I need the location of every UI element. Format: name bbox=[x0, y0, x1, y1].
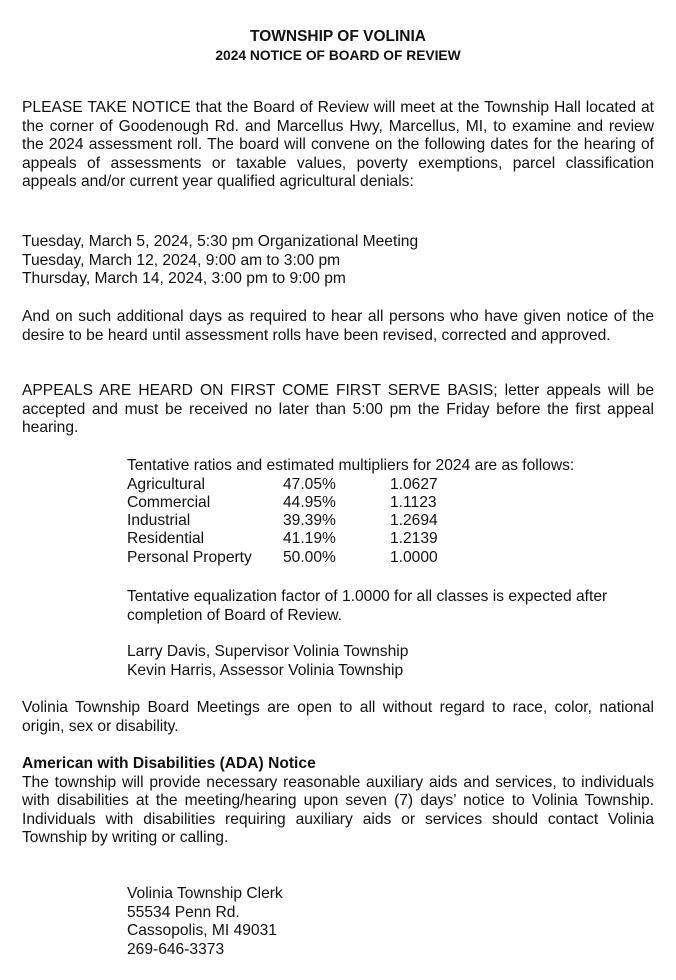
table-row bbox=[127, 530, 438, 548]
contact-phone: 269-646-3373 bbox=[127, 940, 225, 958]
contact-name: Volinia Township Clerk bbox=[127, 885, 283, 902]
contact-address bbox=[127, 885, 283, 959]
multiplier-cell: 1.0627 bbox=[390, 475, 438, 493]
ratios-section bbox=[127, 457, 574, 567]
document-title: TOWNSHIP OF VOLINIA bbox=[250, 28, 426, 45]
appeals-paragraph: APPEALS ARE HEARD ON FIRST COME FIRST SERVE BASIS; letter appeals will be accepted and must be received no later than 5:00 pm the Friday before the first appeal hearing. bbox=[22, 382, 654, 437]
hearing-date: Tuesday, March 5, 2024, 5:30 pm Organizational Meeting bbox=[22, 233, 419, 250]
ratios-table bbox=[127, 476, 438, 567]
ratio-cell: 50.00% bbox=[283, 548, 336, 566]
signature-supervisor: Larry Davis, Supervisor Volinia Township bbox=[127, 643, 409, 660]
table-row bbox=[127, 476, 438, 494]
equalization-paragraph: Tentative equalization factor of 1.0000 for all classes is expected after completion of Board of Review. bbox=[127, 588, 608, 624]
hearing-date: Tuesday, March 12, 2024, 9:00 am to 3:00 pm bbox=[22, 251, 341, 269]
document-subtitle: 2024 NOTICE OF BOARD OF REVIEW bbox=[215, 48, 461, 63]
ada-section bbox=[22, 755, 654, 848]
class-cell: Industrial bbox=[127, 512, 191, 530]
class-cell: Personal Property bbox=[127, 548, 252, 566]
ada-body: The township will provide necessary reasonable auxiliary aids and services, to individuals with disabilities at the meeting/hearing upon seven (7) days’ notice to Volinia Township. Individuals with disabilities requiring auxiliary aids or services should contact Volinia Township by writing or calling. bbox=[22, 773, 654, 847]
signature-assessor: Kevin Harris, Assessor Volinia Township bbox=[127, 661, 404, 679]
contact-street: 55534 Penn Rd. bbox=[127, 903, 240, 921]
ratio-cell: 47.05% bbox=[283, 475, 336, 493]
additional-days-paragraph: And on such additional days as required to hear all persons who have given notice of the desire to be heard until assessment rolls have been revised, corrected and approved. bbox=[22, 308, 654, 344]
open-meetings-paragraph: Volinia Township Board Meetings are open to all without regard to race, color, national origin, sex or disability. bbox=[22, 699, 654, 735]
signatures bbox=[127, 643, 408, 680]
table-row bbox=[127, 512, 438, 530]
hearing-date: Thursday, March 14, 2024, 3:00 pm to 9:00 pm bbox=[22, 270, 346, 288]
class-cell: Residential bbox=[127, 530, 205, 548]
notice-intro-paragraph: PLEASE TAKE NOTICE that the Board of Review will meet at the Township Hall located at the corner of Goodenough Rd. and Marcellus Hwy, Marcellus, MI, to examine and review the 2024 assessment roll. The board will convene on the following dates for the hearing of appeals of assessments or taxable values, poverty exemptions, parcel classification appeals and/or current year qualified agricultural denials: bbox=[22, 99, 654, 191]
ratios-intro: Tentative ratios and estimated multipliers for 2024 are as follows: bbox=[127, 457, 575, 474]
multiplier-cell: 1.2139 bbox=[390, 530, 438, 548]
multiplier-cell: 1.2694 bbox=[390, 512, 438, 530]
class-cell: Commercial bbox=[127, 493, 211, 511]
contact-city: Cassopolis, MI 49031 bbox=[127, 922, 277, 940]
multiplier-cell: 1.1123 bbox=[390, 493, 437, 511]
class-cell: Agricultural bbox=[127, 475, 205, 493]
table-row bbox=[127, 549, 438, 567]
multiplier-cell: 1.0000 bbox=[390, 548, 438, 566]
ada-heading: American with Disabilities (ADA) Notice bbox=[22, 755, 316, 772]
table-row bbox=[127, 494, 438, 512]
hearing-dates-list bbox=[22, 233, 418, 289]
ratio-cell: 39.39% bbox=[283, 512, 336, 530]
ratio-cell: 41.19% bbox=[283, 530, 336, 548]
ratio-cell: 44.95% bbox=[283, 493, 336, 511]
